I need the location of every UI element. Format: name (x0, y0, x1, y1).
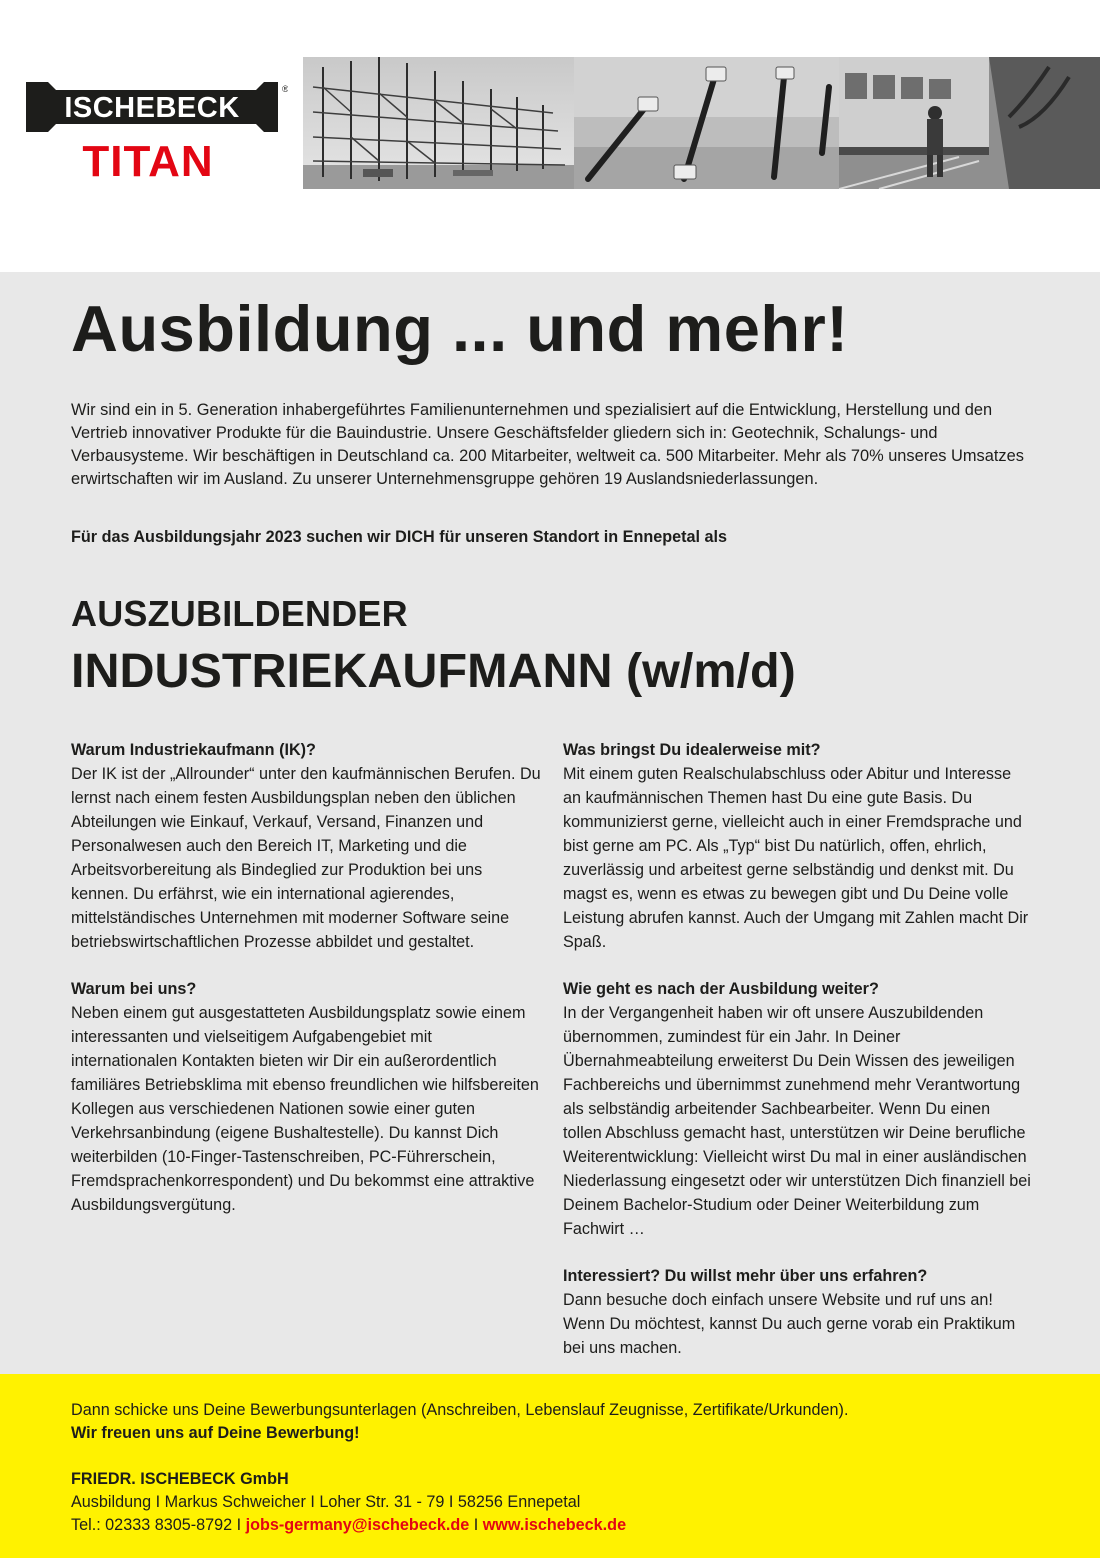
company-intro: Wir sind ein in 5. Generation inhabergeführtes Familienunternehmen und spezialisiert auf die Entwicklung, Herstellung und den Vertrieb innovativer Produkte für die Bauindustrie. Unsere Geschäftsfelder gliedern sich in: Geotechnik, Schalungs- und Verbausysteme. Wir beschäftigen in Deutschland ca. 200 Mitarbeiter, weltweit ca. 500 Mitarbeiter. Mehr als 70% unseres Umsatzes erwirtschaften wir im Ausland. Zu unserer Unternehmensgruppe gehören 19 Auslandsniederlassungen. (71, 401, 1024, 488)
section-why-us (71, 977, 541, 1217)
left-column (71, 738, 541, 1240)
section-heading: Warum bei uns? (71, 980, 197, 998)
section-requirements (563, 738, 1033, 954)
contact-line (71, 1514, 848, 1537)
svg-text:®: ® (282, 84, 288, 94)
separator: I (232, 1516, 246, 1534)
section-interested (563, 1264, 1033, 1360)
phone: Tel.: 02333 8305-8792 (71, 1516, 233, 1534)
email-link[interactable]: jobs-germany@ischebeck.de (245, 1516, 470, 1534)
address-line: Ausbildung I Markus Schweicher I Loher Str. 31 - 79 I 58256 Ennepetal (71, 1493, 581, 1511)
footer-text (71, 1399, 848, 1537)
section-body: Neben einem gut ausgestatteten Ausbildungsplatz sowie einem interessanten und vielseitigem Aufgabengebiet mit internationalen Kontakten bieten wir Dir ein außerordentlich familiäres Betriebsklima mit ebenso freundlichen wie hilfsbereiten Kollegen aus verschiedenen Nationen sowie einer guten Verkehrsanbindung (eigene Bushaltestelle). Du kannst Dich weiterbilden (10-Finger-Tastenschreiben, PC-Führerschein, Fremdsprachenkorrespondent) und Du bekommst eine attraktive Ausbildungsvergütung. (71, 1004, 539, 1214)
separator: I (469, 1516, 483, 1534)
company-name: FRIEDR. ISCHEBECK GmbH (71, 1470, 289, 1488)
header (0, 0, 1100, 272)
website-link[interactable]: www.ischebeck.de (482, 1516, 627, 1534)
section-body: Dann besuche doch einfach unsere Website und ruf uns an! Wenn Du möchtest, kannst Du auch gerne vorab ein Praktikum bei uns machen. (563, 1291, 1016, 1357)
apply-line: Dann schicke uns Deine Bewerbungsunterlagen (Anschreiben, Lebenslauf Zeugnisse, Zertifikate/Urkunden). (71, 1401, 849, 1419)
closing-line: Wir freuen uns auf Deine Bewerbung! (71, 1424, 360, 1442)
scaffolding-photo (303, 57, 574, 189)
section-why-ik (71, 738, 541, 954)
section-body: Der IK ist der „Allrounder“ unter den kaufmännischen Berufen. Du lernst nach einem festen Ausbildungsplan neben den üblichen Abteilungen wie Einkauf, Verkauf, Versand, Finanzen und Personalwesen auch den Bereich IT, Marketing und die Arbeitsvorbereitung als Bindeglied zur Produktion bei uns kennen. Du erfährst, wie ein international agierendes, mittelständisches Unternehmen mit moderner Software seine betriebswirtschaftlichen Prozesse abbildet und gestaltet. (71, 765, 541, 951)
tunnel-drilling-photo (839, 57, 1100, 189)
section-heading: Interessiert? Du willst mehr über uns erfahren? (563, 1267, 928, 1285)
ischebeck-titan-logo (26, 82, 288, 182)
photo-strip (303, 57, 1100, 189)
right-column (563, 738, 1033, 1383)
search-line: Für das Ausbildungsjahr 2023 suchen wir DICH für unseren Standort in Ennepetal als (71, 528, 728, 546)
job-title: INDUSTRIEKAUFMANN (w/m/d) (71, 644, 796, 698)
anchor-bars-photo (574, 57, 839, 189)
section-heading: Was bringst Du idealerweise mit? (563, 741, 821, 759)
svg-text:ISCHEBECK: ISCHEBECK (64, 92, 240, 124)
headline: Ausbildung ... und mehr! (71, 292, 849, 365)
svg-text:TITAN: TITAN (82, 137, 214, 182)
section-body: Mit einem guten Realschulabschluss oder Abitur und Interesse an kaufmännischen Themen hast Du eine gute Basis. Du kommunizierst gerne, vielleicht auch in einer Fremdsprache und bist gerne am PC. Als „Typ“ bist Du natürlich, offen, ehrlich, zuverlässig und arbeitest gerne selbständig und denkst mit. Du magst es, wenn es etwas zu bewegen gibt und Du Deine volle Leistung abrufen kannst. Auch der Umgang mit Zahlen macht Dir Spaß. (563, 765, 1029, 951)
job-pre-title: AUSZUBILDENDER (71, 593, 408, 634)
section-after-training (563, 977, 1033, 1241)
section-heading: Wie geht es nach der Ausbildung weiter? (563, 980, 879, 998)
section-heading: Warum Industriekaufmann (IK)? (71, 741, 316, 759)
section-body: In der Vergangenheit haben wir oft unsere Auszubildenden übernommen, zumindest für ein Jahr. In Deiner Übernahmeabteilung erweiterst Du Dein Wissen des jeweiligen Fachbereichs und übernimmst zunehmend mehr Verantwortung als selbständig arbeitender Sachbearbeiter. Wenn Du einen tollen Abschluss gemacht hast, unterstützen wir Deine berufliche Weiterentwicklung: Vielleicht wirst Du mal in einer ausländischen Niederlassung eingesetzt oder wir unterstützen Dich finanziell bei Deinem Bachelor-Studium oder Deiner Weiterbildung zum Fachwirt … (563, 1004, 1031, 1238)
